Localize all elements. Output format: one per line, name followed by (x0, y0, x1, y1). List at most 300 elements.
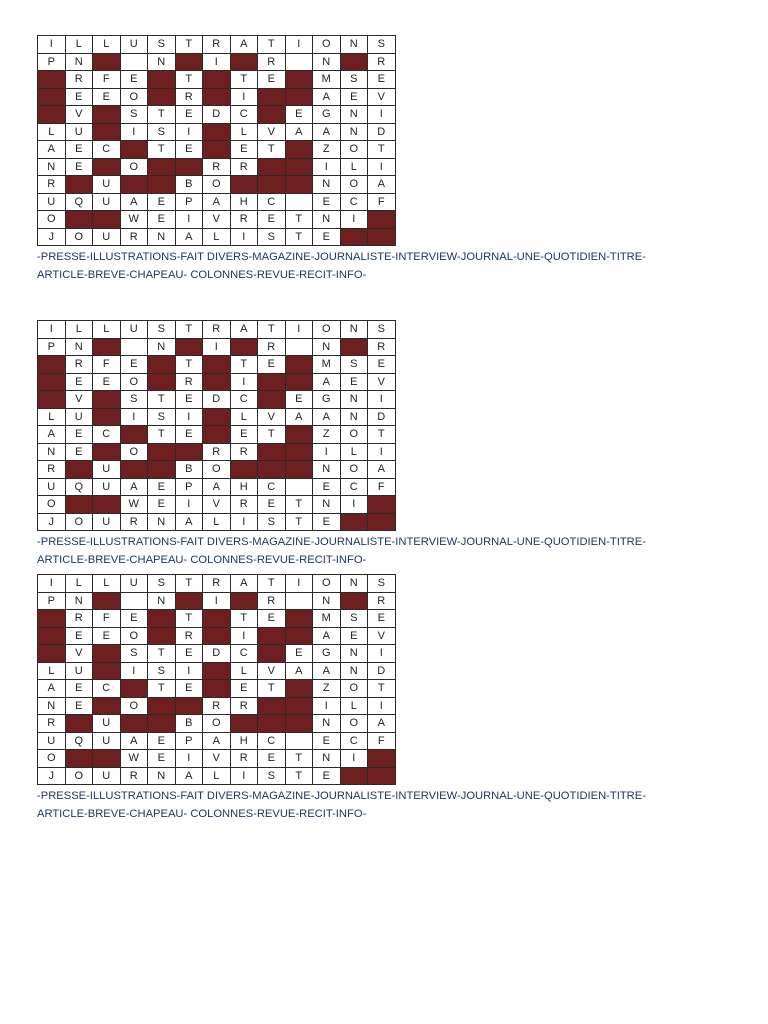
letter-cell: A (203, 193, 231, 211)
black-cell (230, 338, 258, 356)
letter-cell: E (313, 478, 341, 496)
letter-cell: I (203, 53, 231, 71)
letter-cell: T (230, 71, 258, 89)
letter-cell: A (120, 478, 148, 496)
letter-cell: A (313, 123, 341, 141)
black-cell (230, 176, 258, 194)
letter-cell: E (93, 627, 121, 645)
letter-cell: A (120, 193, 148, 211)
letter-cell: I (230, 513, 258, 531)
letter-cell: T (258, 575, 286, 593)
letter-cell: E (258, 211, 286, 229)
word-list-line-2: ARTICLE-BREVE-CHAPEAU- COLONNES-REVUE-RECIT-INFO- (37, 808, 367, 820)
black-cell (285, 697, 313, 715)
crossword-puzzle-2 (37, 320, 697, 569)
letter-cell: R (258, 53, 286, 71)
letter-cell: L (65, 36, 93, 54)
letter-cell: I (120, 408, 148, 426)
letter-cell: E (65, 373, 93, 391)
black-cell (38, 645, 66, 663)
letter-cell: O (313, 575, 341, 593)
letter-cell: E (120, 356, 148, 374)
black-cell (93, 697, 121, 715)
letter-cell: A (313, 627, 341, 645)
black-cell (230, 715, 258, 733)
letter-cell: T (148, 391, 176, 409)
black-cell (148, 88, 176, 106)
black-cell (203, 610, 231, 628)
letter-cell: I (340, 496, 368, 514)
letter-cell: N (340, 391, 368, 409)
black-cell (285, 71, 313, 89)
black-cell (258, 461, 286, 479)
letter-cell: I (38, 36, 66, 54)
black-cell (230, 461, 258, 479)
black-cell (203, 408, 231, 426)
letter-cell: R (368, 338, 396, 356)
black-cell (38, 391, 66, 409)
letter-cell: L (203, 228, 231, 246)
black-cell (258, 715, 286, 733)
letter-cell: E (65, 141, 93, 159)
letter-cell: I (340, 750, 368, 768)
letter-cell: I (285, 321, 313, 339)
letter-cell: N (340, 123, 368, 141)
letter-cell: L (340, 697, 368, 715)
letter-cell: R (38, 715, 66, 733)
letter-cell: I (175, 496, 203, 514)
letter-cell: Q (65, 732, 93, 750)
black-cell (38, 71, 66, 89)
black-cell (230, 53, 258, 71)
letter-cell: T (148, 141, 176, 159)
letter-cell: E (313, 513, 341, 531)
letter-cell: N (313, 715, 341, 733)
black-cell (285, 373, 313, 391)
black-cell (203, 71, 231, 89)
grid-row (38, 71, 396, 89)
letter-cell: G (313, 106, 341, 124)
black-cell (120, 715, 148, 733)
grid-row (38, 610, 396, 628)
letter-cell: I (175, 408, 203, 426)
letter-cell: F (368, 478, 396, 496)
black-cell (148, 356, 176, 374)
letter-cell: L (230, 662, 258, 680)
letter-cell: E (65, 88, 93, 106)
letter-cell: U (38, 732, 66, 750)
letter-cell: R (203, 158, 231, 176)
letter-cell: N (313, 176, 341, 194)
crossword-grid (37, 35, 396, 246)
letter-cell: U (93, 461, 121, 479)
black-cell (38, 356, 66, 374)
letter-cell: I (230, 627, 258, 645)
grid-row (38, 513, 396, 531)
letter-cell: N (313, 211, 341, 229)
letter-cell: E (230, 680, 258, 698)
letter-cell: V (203, 750, 231, 768)
letter-cell: G (313, 645, 341, 663)
letter-cell: O (340, 461, 368, 479)
letter-cell: T (175, 610, 203, 628)
grid-row (38, 680, 396, 698)
letter-cell: P (38, 53, 66, 71)
letter-cell: P (38, 592, 66, 610)
black-cell (93, 750, 121, 768)
letter-cell: S (368, 575, 396, 593)
letter-cell (285, 478, 313, 496)
letter-cell: O (203, 715, 231, 733)
letter-cell: V (368, 373, 396, 391)
letter-cell: E (258, 750, 286, 768)
letter-cell: O (340, 141, 368, 159)
letter-cell: R (258, 338, 286, 356)
black-cell (340, 53, 368, 71)
letter-cell: N (313, 592, 341, 610)
black-cell (120, 426, 148, 444)
letter-cell: E (175, 106, 203, 124)
grid-row (38, 176, 396, 194)
letter-cell: I (368, 391, 396, 409)
letter-cell: I (313, 158, 341, 176)
black-cell (175, 592, 203, 610)
letter-cell: R (175, 373, 203, 391)
word-list-line-1: -PRESSE-ILLUSTRATIONS-FAIT DIVERS-MAGAZINE-JOURNALISTE-INTERVIEW-JOURNAL-UNE-QUOTIDIEN-TITRE- (37, 536, 646, 548)
letter-cell: E (285, 106, 313, 124)
black-cell (285, 627, 313, 645)
letter-cell: S (340, 71, 368, 89)
letter-cell: C (258, 732, 286, 750)
grid-row (38, 158, 396, 176)
letter-cell: T (368, 680, 396, 698)
letter-cell: O (203, 176, 231, 194)
letter-cell: R (65, 71, 93, 89)
black-cell (230, 592, 258, 610)
black-cell (203, 373, 231, 391)
letter-cell: D (203, 106, 231, 124)
letter-cell: T (175, 36, 203, 54)
letter-cell: U (120, 575, 148, 593)
letter-cell: D (203, 645, 231, 663)
letter-cell: V (65, 106, 93, 124)
letter-cell: T (258, 426, 286, 444)
letter-cell: E (120, 71, 148, 89)
letter-cell: R (38, 461, 66, 479)
letter-cell: E (175, 391, 203, 409)
grid-row (38, 697, 396, 715)
letter-cell: E (120, 610, 148, 628)
letter-cell: B (175, 715, 203, 733)
letter-cell: E (313, 767, 341, 785)
black-cell (340, 338, 368, 356)
letter-cell: P (175, 193, 203, 211)
letter-cell: O (340, 176, 368, 194)
black-cell (258, 697, 286, 715)
letter-cell: U (93, 513, 121, 531)
letter-cell: C (230, 645, 258, 663)
letter-cell: O (340, 426, 368, 444)
letter-cell: O (120, 158, 148, 176)
letter-cell: C (258, 478, 286, 496)
letter-cell: S (148, 575, 176, 593)
letter-cell: S (120, 391, 148, 409)
letter-cell: P (175, 732, 203, 750)
grid-row (38, 461, 396, 479)
letter-cell: N (65, 53, 93, 71)
letter-cell: S (148, 36, 176, 54)
letter-cell: I (38, 575, 66, 593)
letter-cell: E (230, 426, 258, 444)
black-cell (258, 158, 286, 176)
letter-cell: R (175, 88, 203, 106)
letter-cell: L (230, 123, 258, 141)
letter-cell: F (93, 610, 121, 628)
black-cell (120, 176, 148, 194)
letter-cell: Q (65, 478, 93, 496)
letter-cell: V (258, 662, 286, 680)
letter-cell: S (120, 645, 148, 663)
letter-cell: N (313, 750, 341, 768)
letter-cell: T (285, 513, 313, 531)
letter-cell: E (93, 373, 121, 391)
letter-cell: A (285, 662, 313, 680)
letter-cell: E (285, 645, 313, 663)
grid-row (38, 627, 396, 645)
letter-cell: E (93, 88, 121, 106)
letter-cell: T (148, 426, 176, 444)
black-cell (368, 750, 396, 768)
grid-row (38, 141, 396, 159)
letter-cell: N (148, 338, 176, 356)
letter-cell: N (340, 106, 368, 124)
letter-cell: W (120, 496, 148, 514)
black-cell (93, 391, 121, 409)
letter-cell: N (340, 645, 368, 663)
black-cell (38, 88, 66, 106)
letter-cell: L (65, 321, 93, 339)
black-cell (175, 53, 203, 71)
grid-row (38, 592, 396, 610)
letter-cell: Z (313, 426, 341, 444)
letter-cell: H (230, 732, 258, 750)
black-cell (148, 715, 176, 733)
letter-cell: O (120, 443, 148, 461)
letter-cell: N (38, 158, 66, 176)
word-list (37, 787, 697, 823)
letter-cell: U (65, 408, 93, 426)
letter-cell: C (230, 391, 258, 409)
letter-cell: T (148, 645, 176, 663)
black-cell (65, 176, 93, 194)
letter-cell: E (65, 158, 93, 176)
black-cell (175, 443, 203, 461)
letter-cell: D (368, 662, 396, 680)
black-cell (65, 715, 93, 733)
letter-cell: A (230, 321, 258, 339)
letter-cell: O (340, 680, 368, 698)
letter-cell: J (38, 513, 66, 531)
letter-cell: S (148, 123, 176, 141)
letter-cell: A (285, 408, 313, 426)
black-cell (368, 228, 396, 246)
letter-cell: I (203, 338, 231, 356)
letter-cell: B (175, 461, 203, 479)
letter-cell: S (340, 610, 368, 628)
letter-cell: A (313, 373, 341, 391)
letter-cell: E (65, 443, 93, 461)
letter-cell: T (368, 426, 396, 444)
letter-cell: S (148, 408, 176, 426)
black-cell (285, 176, 313, 194)
letter-cell: C (258, 193, 286, 211)
letter-cell: U (93, 228, 121, 246)
letter-cell: N (340, 408, 368, 426)
black-cell (148, 627, 176, 645)
letter-cell: O (120, 373, 148, 391)
letter-cell: T (258, 321, 286, 339)
black-cell (93, 158, 121, 176)
letter-cell: T (368, 141, 396, 159)
letter-cell: U (38, 193, 66, 211)
black-cell (93, 645, 121, 663)
letter-cell: A (38, 426, 66, 444)
letter-cell: R (230, 211, 258, 229)
letter-cell: T (175, 321, 203, 339)
letter-cell: P (175, 478, 203, 496)
letter-cell: N (313, 461, 341, 479)
letter-cell: T (258, 680, 286, 698)
letter-cell: O (120, 697, 148, 715)
letter-cell: I (368, 158, 396, 176)
black-cell (38, 610, 66, 628)
letter-cell: T (258, 36, 286, 54)
letter-cell: N (38, 697, 66, 715)
letter-cell: N (38, 443, 66, 461)
letter-cell: G (313, 391, 341, 409)
letter-cell: C (340, 478, 368, 496)
letter-cell: E (368, 356, 396, 374)
letter-cell: S (368, 36, 396, 54)
word-list (37, 248, 697, 284)
letter-cell: E (65, 426, 93, 444)
black-cell (93, 123, 121, 141)
black-cell (203, 680, 231, 698)
letter-cell: L (230, 408, 258, 426)
letter-cell: O (340, 715, 368, 733)
black-cell (285, 426, 313, 444)
letter-cell: S (258, 767, 286, 785)
letter-cell: C (340, 732, 368, 750)
letter-cell: S (368, 321, 396, 339)
grid-row (38, 645, 396, 663)
letter-cell: S (120, 106, 148, 124)
black-cell (148, 71, 176, 89)
letter-cell: U (93, 176, 121, 194)
grid-row (38, 767, 396, 785)
letter-cell: I (368, 106, 396, 124)
letter-cell: L (93, 575, 121, 593)
letter-cell: U (93, 732, 121, 750)
letter-cell: R (230, 697, 258, 715)
letter-cell: E (175, 141, 203, 159)
letter-cell: L (340, 443, 368, 461)
letter-cell: O (120, 88, 148, 106)
black-cell (258, 106, 286, 124)
black-cell (285, 158, 313, 176)
letter-cell: S (148, 662, 176, 680)
letter-cell (285, 592, 313, 610)
letter-cell: W (120, 211, 148, 229)
grid-row (38, 36, 396, 54)
letter-cell: U (93, 715, 121, 733)
letter-cell: R (120, 767, 148, 785)
letter-cell: E (368, 71, 396, 89)
letter-cell: R (38, 176, 66, 194)
letter-cell: L (203, 513, 231, 531)
letter-cell: I (38, 321, 66, 339)
grid-row (38, 715, 396, 733)
letter-cell: P (38, 338, 66, 356)
letter-cell: A (175, 767, 203, 785)
letter-cell: T (285, 750, 313, 768)
letter-cell: O (38, 750, 66, 768)
black-cell (38, 627, 66, 645)
black-cell (120, 680, 148, 698)
grid-row (38, 426, 396, 444)
letter-cell: A (120, 732, 148, 750)
letter-cell: N (65, 338, 93, 356)
crossword-puzzle-1 (37, 35, 697, 284)
letter-cell: E (340, 88, 368, 106)
letter-cell: R (65, 610, 93, 628)
black-cell (38, 373, 66, 391)
black-cell (93, 338, 121, 356)
letter-cell: S (340, 356, 368, 374)
letter-cell: I (230, 373, 258, 391)
black-cell (93, 408, 121, 426)
grid-row (38, 228, 396, 246)
letter-cell: Z (313, 141, 341, 159)
letter-cell: C (93, 426, 121, 444)
letter-cell: R (230, 158, 258, 176)
letter-cell: D (203, 391, 231, 409)
black-cell (93, 443, 121, 461)
letter-cell: E (148, 478, 176, 496)
grid-row (38, 338, 396, 356)
grid-row (38, 443, 396, 461)
word-list-line-1: -PRESSE-ILLUSTRATIONS-FAIT DIVERS-MAGAZINE-JOURNALISTE-INTERVIEW-JOURNAL-UNE-QUOTIDIEN-TITRE- (37, 251, 646, 263)
black-cell (258, 88, 286, 106)
letter-cell: N (313, 496, 341, 514)
grid-row (38, 193, 396, 211)
letter-cell: T (230, 356, 258, 374)
letter-cell: I (175, 123, 203, 141)
black-cell (93, 106, 121, 124)
grid-row (38, 575, 396, 593)
letter-cell: E (148, 193, 176, 211)
letter-cell: V (368, 88, 396, 106)
black-cell (340, 767, 368, 785)
letter-cell: O (203, 461, 231, 479)
letter-cell: L (65, 575, 93, 593)
letter-cell: U (93, 193, 121, 211)
grid-row (38, 123, 396, 141)
letter-cell: E (175, 645, 203, 663)
letter-cell: I (175, 662, 203, 680)
black-cell (120, 461, 148, 479)
letter-cell: V (65, 645, 93, 663)
